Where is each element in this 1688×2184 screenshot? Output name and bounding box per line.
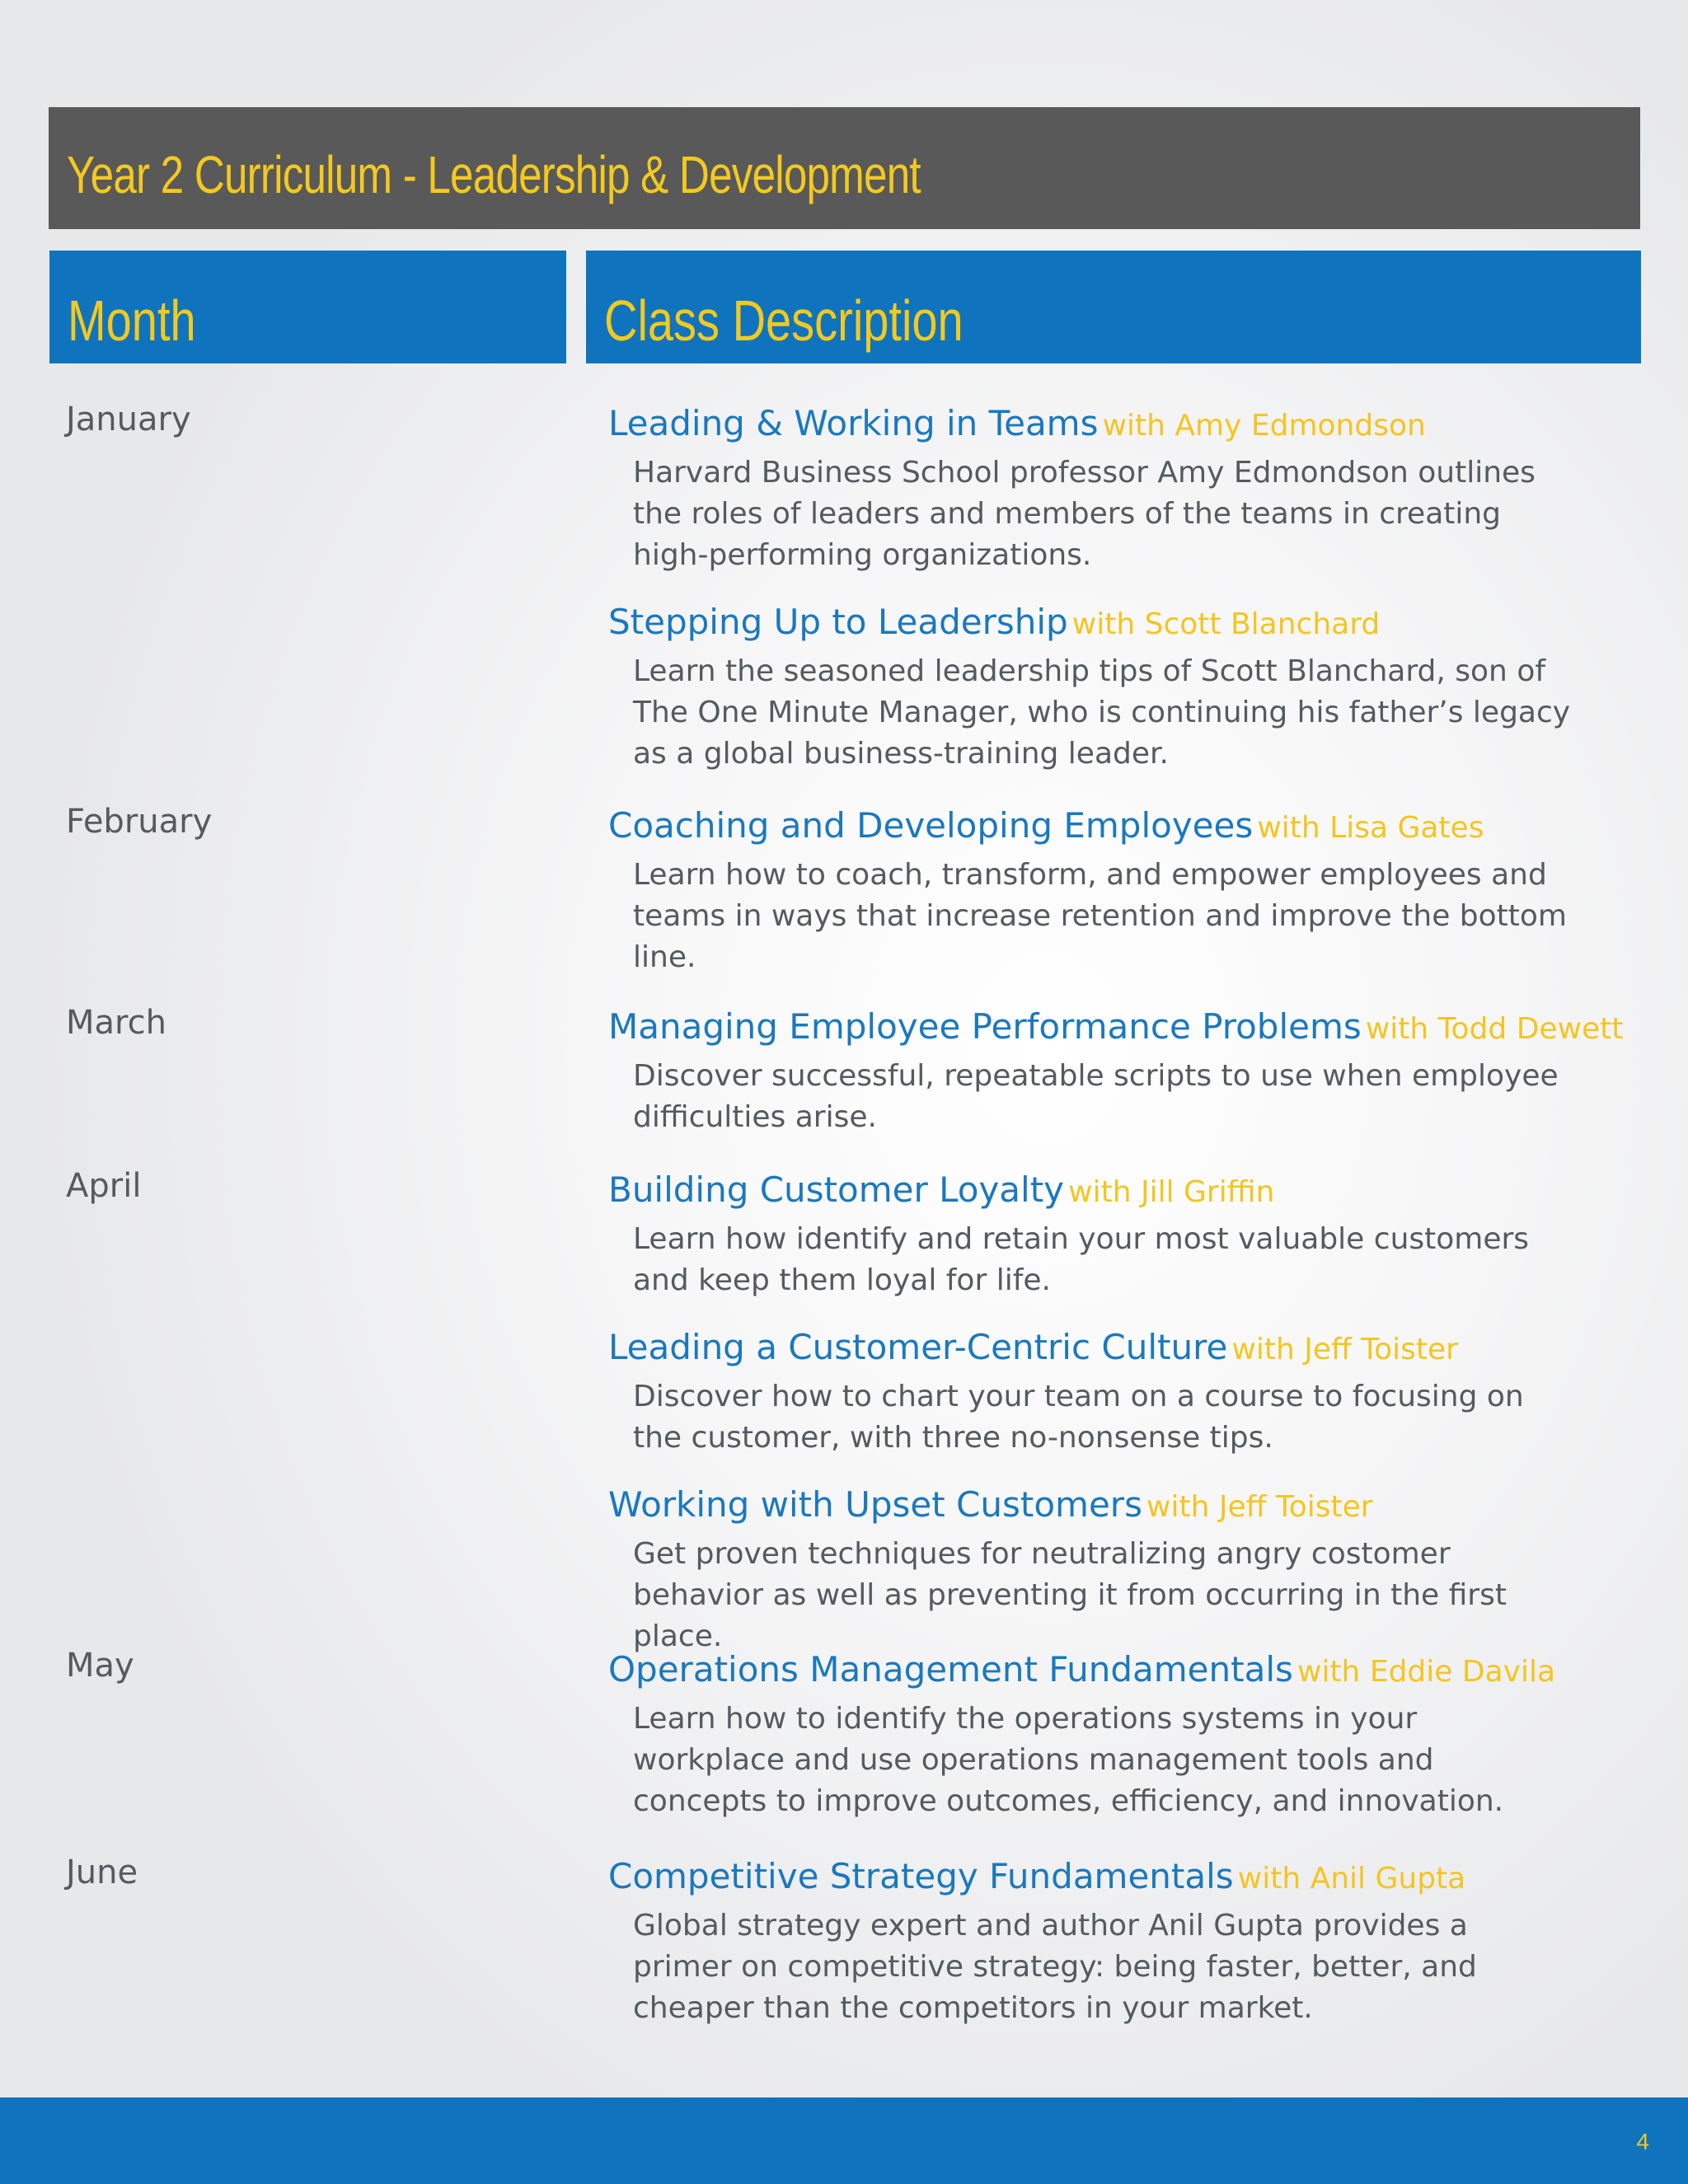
course-description: Learn how to identify the operations systems in your workplace and use operations management tools and concepts to improve outcomes, efficiency, and innovation. [633, 1702, 1504, 1818]
course-entry [608, 403, 1639, 576]
course-entry [608, 805, 1639, 978]
course-entry [608, 1327, 1639, 1459]
course-description: Harvard Business School professor Amy Edmondson outlines the roles of leaders and members of the teams in creating high-performing organizations. [633, 456, 1536, 572]
month-february: February [66, 803, 213, 841]
course-entry [608, 1649, 1639, 1822]
course-description: Get proven techniques for neutralizing angry costomer behavior as well as preventing it from occurring in the first place. [633, 1537, 1507, 1653]
course-description: Learn how identify and retain your most valuable customers and keep them loyal for life. [633, 1222, 1530, 1297]
course-title: Operations Management Fundamentals [608, 1649, 1293, 1690]
course-description: Discover successful, repeatable scripts to use when employee difficulties arise. [633, 1059, 1559, 1134]
course-title: Working with Upset Customers [608, 1484, 1142, 1525]
course-title: Leading & Working in Teams [608, 403, 1099, 443]
month-march: March [66, 1004, 166, 1042]
course-entry [608, 1169, 1639, 1301]
course-instructor: with Amy Edmondson [1102, 409, 1426, 443]
course-title: Competitive Strategy Fundamentals [608, 1856, 1234, 1896]
course-title: Building Customer Loyalty [608, 1169, 1065, 1210]
course-entry [608, 602, 1639, 775]
course-instructor: with Jeff Toister [1146, 1490, 1373, 1524]
course-instructor: with Lisa Gates [1257, 811, 1484, 845]
course-instructor: with Todd Dewett [1365, 1012, 1624, 1046]
course-description: Learn the seasoned leadership tips of Scott Blanchard, son of The One Minute Manager, who is continuing his father’s legacy as a global business-training leader. [633, 654, 1571, 771]
month-april: April [66, 1167, 142, 1205]
month-column-header [49, 251, 566, 363]
title-bar [49, 107, 1640, 229]
footer-bar [0, 2097, 1688, 2184]
course-description: Learn how to coach, transform, and empower employees and teams in ways that increase retention and improve the bottom line. [633, 858, 1567, 974]
course-title: Coaching and Developing Employees [608, 805, 1254, 846]
course-description: Discover how to chart your team on a course to focusing on the customer, with three no-nonsense tips. [633, 1380, 1524, 1455]
course-description: Global strategy expert and author Anil Gupta provides a primer on competitive strategy: being faster, better, and cheaper than the competitors in your market. [633, 1909, 1477, 2025]
month-june: June [66, 1854, 138, 1891]
course-instructor: with Jill Griffin [1068, 1175, 1275, 1209]
course-entry [608, 1006, 1639, 1138]
course-entry [608, 1856, 1639, 2029]
page-title: Year 2 Curriculum - Leadership & Development [67, 145, 921, 204]
month-header-label: Month [68, 288, 196, 353]
description-column-header [586, 251, 1641, 363]
month-may: May [66, 1647, 134, 1685]
month-january: January [66, 401, 191, 438]
course-instructor: with Scott Blanchard [1071, 607, 1381, 641]
course-instructor: with Anil Gupta [1237, 1862, 1466, 1896]
course-instructor: with Jeff Toister [1231, 1333, 1458, 1366]
course-title: Managing Employee Performance Problems [608, 1006, 1362, 1047]
description-header-label: Class Description [604, 288, 964, 353]
page-number: 4 [1636, 2129, 1649, 2154]
course-instructor: with Eddie Davila [1297, 1655, 1556, 1689]
course-title: Leading a Customer-Centric Culture [608, 1327, 1228, 1367]
course-title: Stepping Up to Leadership [608, 602, 1068, 642]
course-entry [608, 1484, 1639, 1657]
